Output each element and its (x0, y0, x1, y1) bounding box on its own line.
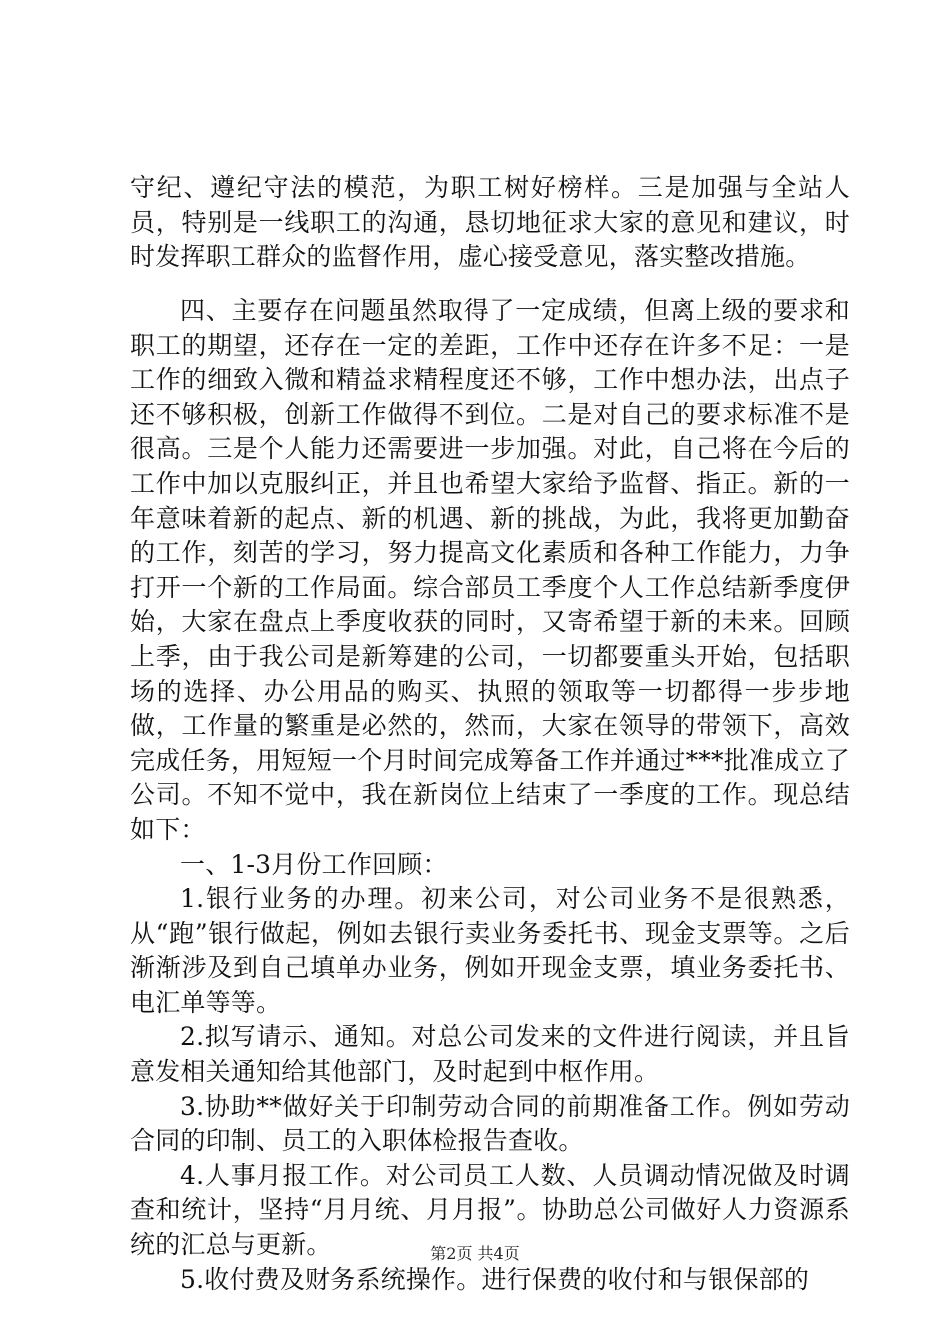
section-heading: 一、1-3月份工作回顾： (180, 849, 448, 879)
list-item-1: 1.银行业务的办理。初来公司，对公司业务不是很熟悉，从“跑”银行做起，例如去银行卖业务委托书、现金支票等。之后渐渐涉及到自己填单办业务，例如开现金支票，填业务委托书、电汇单等等。 (130, 884, 850, 1017)
list-item-5: 5.收付费及财务系统操作。进行保费的收付和与银保部的 (180, 1264, 810, 1294)
list-item-4: 4.人事月报工作。对公司员工人数、人员调动情况做及时调查和统计，坚持“月月统、月月报”。协助总公司做好人力资源系统的汇总与更新。 (130, 1160, 850, 1260)
text-block-main (130, 294, 850, 1297)
text-block-top (130, 171, 850, 275)
paragraph-problems: 四、主要存在问题虽然取得了一定成绩，但离上级的要求和职工的期望，还存在一定的差距，工作中还存在许多不足：一是工作的细致入微和精益求精程度还不够，工作中想办法，出点子还不够积极，创新工作做得不到位。二是对自己的要求标准不是很高。三是个人能力还需要进一步加强。对此，自己将在今后的工作中加以克服纠正，并且也希望大家给予监督、指正。新的一年意味着新的起点、新的机遇、新的挑战，为此，我将更加勤奋的工作，刻苦的学习，努力提高文化素质和各种工作能力，力争打开一个新的工作局面。综合部员工季度个人工作总结新季度伊始，大家在盘点上季度收获的同时，又寄希望于新的未来。回顾上季，由于我公司是新筹建的公司，一切都要重头开始，包括职场的选择、办公用品的购买、执照的领取等一切都得一步步地做，工作量的繁重是必然的，然而，大家在领导的带领下，高效完成任务，用短短一个月时间完成筹备工作并通过***批准成立了公司。不知不觉中，我在新岗位上结束了一季度的工作。现总结如下： (130, 296, 850, 844)
list-item-3: 3.协助**做好关于印制劳动合同的前期准备工作。例如劳动合同的印制、员工的入职体检报告查收。 (130, 1091, 850, 1156)
page-footer: 第2页 共4页 (430, 1244, 520, 1263)
list-item-2: 2.拟写请示、通知。对总公司发来的文件进行阅读，并且旨意发相关通知给其他部门，及时起到中枢作用。 (130, 1022, 850, 1087)
paragraph: 守纪、遵纪守法的模范，为职工树好榜样。三是加强与全站人员，特别是一线职工的沟通，恳切地征求大家的意见和建议，时时发挥职工群众的监督作用，虚心接受意见，落实整改措施。 (130, 173, 850, 272)
